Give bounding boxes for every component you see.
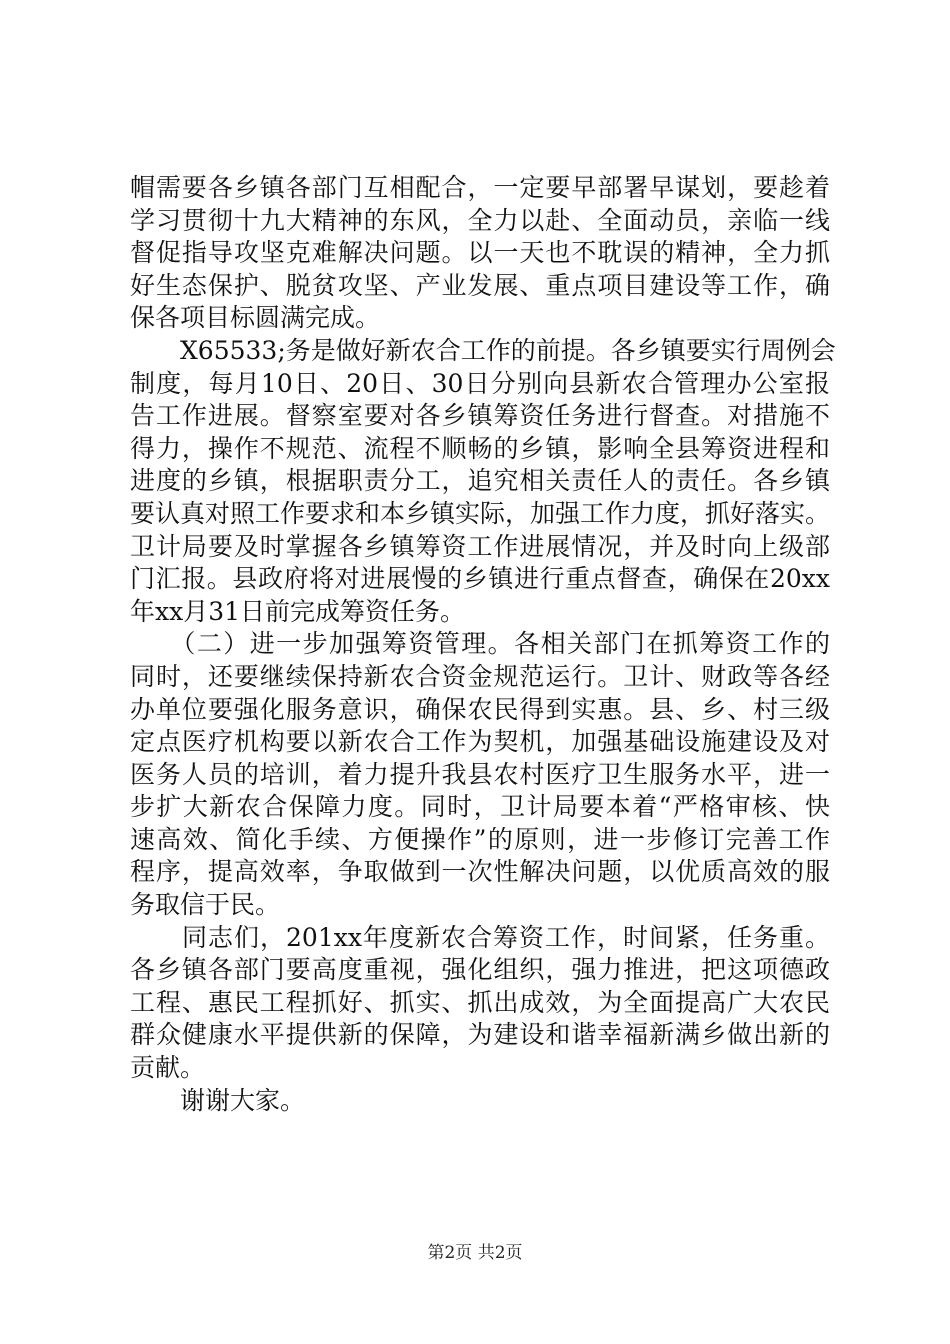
text-line-20: 步扩大新农合保障力度。同时，卫计局要本着“严格审核、快 (130, 792, 830, 822)
document-body (130, 172, 836, 1117)
text-line-19: 医务人员的培训，着力提升我县农村医疗卫生服务水平，进一 (130, 759, 830, 789)
text-line-15: （二）进一步加强筹资管理。各相关部门在抓筹资工作的 (130, 629, 830, 659)
text-line-5: 保各项目标圆满完成。 (130, 303, 381, 333)
text-line-26: 工程、惠民工程抓好、抓实、抓出成效，为全面提高广大农民 (130, 987, 830, 1017)
text-line-3: 督促指导攻坚克难解决问题。以一天也不耽误的精神，全力抓 (130, 238, 830, 268)
text-line-25: 各乡镇各部门要高度重视，强化组织，强力推进，把这项德政 (130, 955, 830, 985)
text-line-18: 定点医疗机构要以新农合工作为契机，加强基础设施建设及对 (130, 727, 830, 757)
text-line-7: 制度，每月10日、20日、30日分别向县新农合管理办公室报 (130, 368, 830, 398)
text-line-17: 办单位要强化服务意识，确保农民得到实惠。县、乡、村三级 (130, 694, 830, 724)
text-line-22: 程序，提高效率，争取做到一次性解决问题，以优质高效的服 (130, 857, 830, 887)
text-line-24: 同志们，201xx年度新农合筹资工作，时间紧，任务重。 (130, 922, 830, 952)
text-line-16: 同时，还要继续保持新农合资金规范运行。卫计、财政等各经 (130, 661, 830, 691)
text-line-4: 好生态保护、脱贫攻坚、产业发展、重点项目建设等工作，确 (130, 270, 830, 300)
text-line-14: 年xx月31日前完成筹资任务。 (130, 596, 466, 626)
text-line-11: 要认真对照工作要求和本乡镇实际，加强工作力度，抓好落实。 (130, 498, 831, 528)
text-line-28: 贡献。 (130, 1053, 206, 1083)
text-line-21: 速高效、简化手续、方便操作”的原则，进一步修订完善工作 (130, 824, 830, 854)
text-line-29: 谢谢大家。 (130, 1085, 306, 1115)
text-line-23: 务取信于民。 (130, 890, 281, 920)
text-line-8: 告工作进展。督察室要对各乡镇筹资任务进行督查。对措施不 (130, 401, 830, 431)
page-footer (0, 1242, 950, 1264)
page-number-label: 第2页 共2页 (427, 1243, 523, 1263)
text-line-6: X65533;务是做好新农合工作的前提。各乡镇要实行周例会 (130, 335, 836, 365)
text-line-27: 群众健康水平提供新的保障，为建设和谐幸福新满乡做出新的 (130, 1020, 830, 1050)
text-line-1: 帽需要各乡镇各部门互相配合，一定要早部署早谋划，要趁着 (130, 173, 830, 202)
text-line-12: 卫计局要及时掌握各乡镇筹资工作进展情况，并及时向上级部 (130, 531, 830, 561)
text-line-2: 学习贯彻十九大精神的东风，全力以赴、全面动员，亲临一线 (130, 205, 830, 235)
text-line-13: 门汇报。县政府将对进展慢的乡镇进行重点督查，确保在20xx (130, 564, 830, 594)
text-line-9: 得力，操作不规范、流程不顺畅的乡镇，影响全县筹资进程和 (130, 433, 830, 463)
text-line-10: 进度的乡镇，根据职责分工，追究相关责任人的责任。各乡镇 (130, 466, 830, 496)
